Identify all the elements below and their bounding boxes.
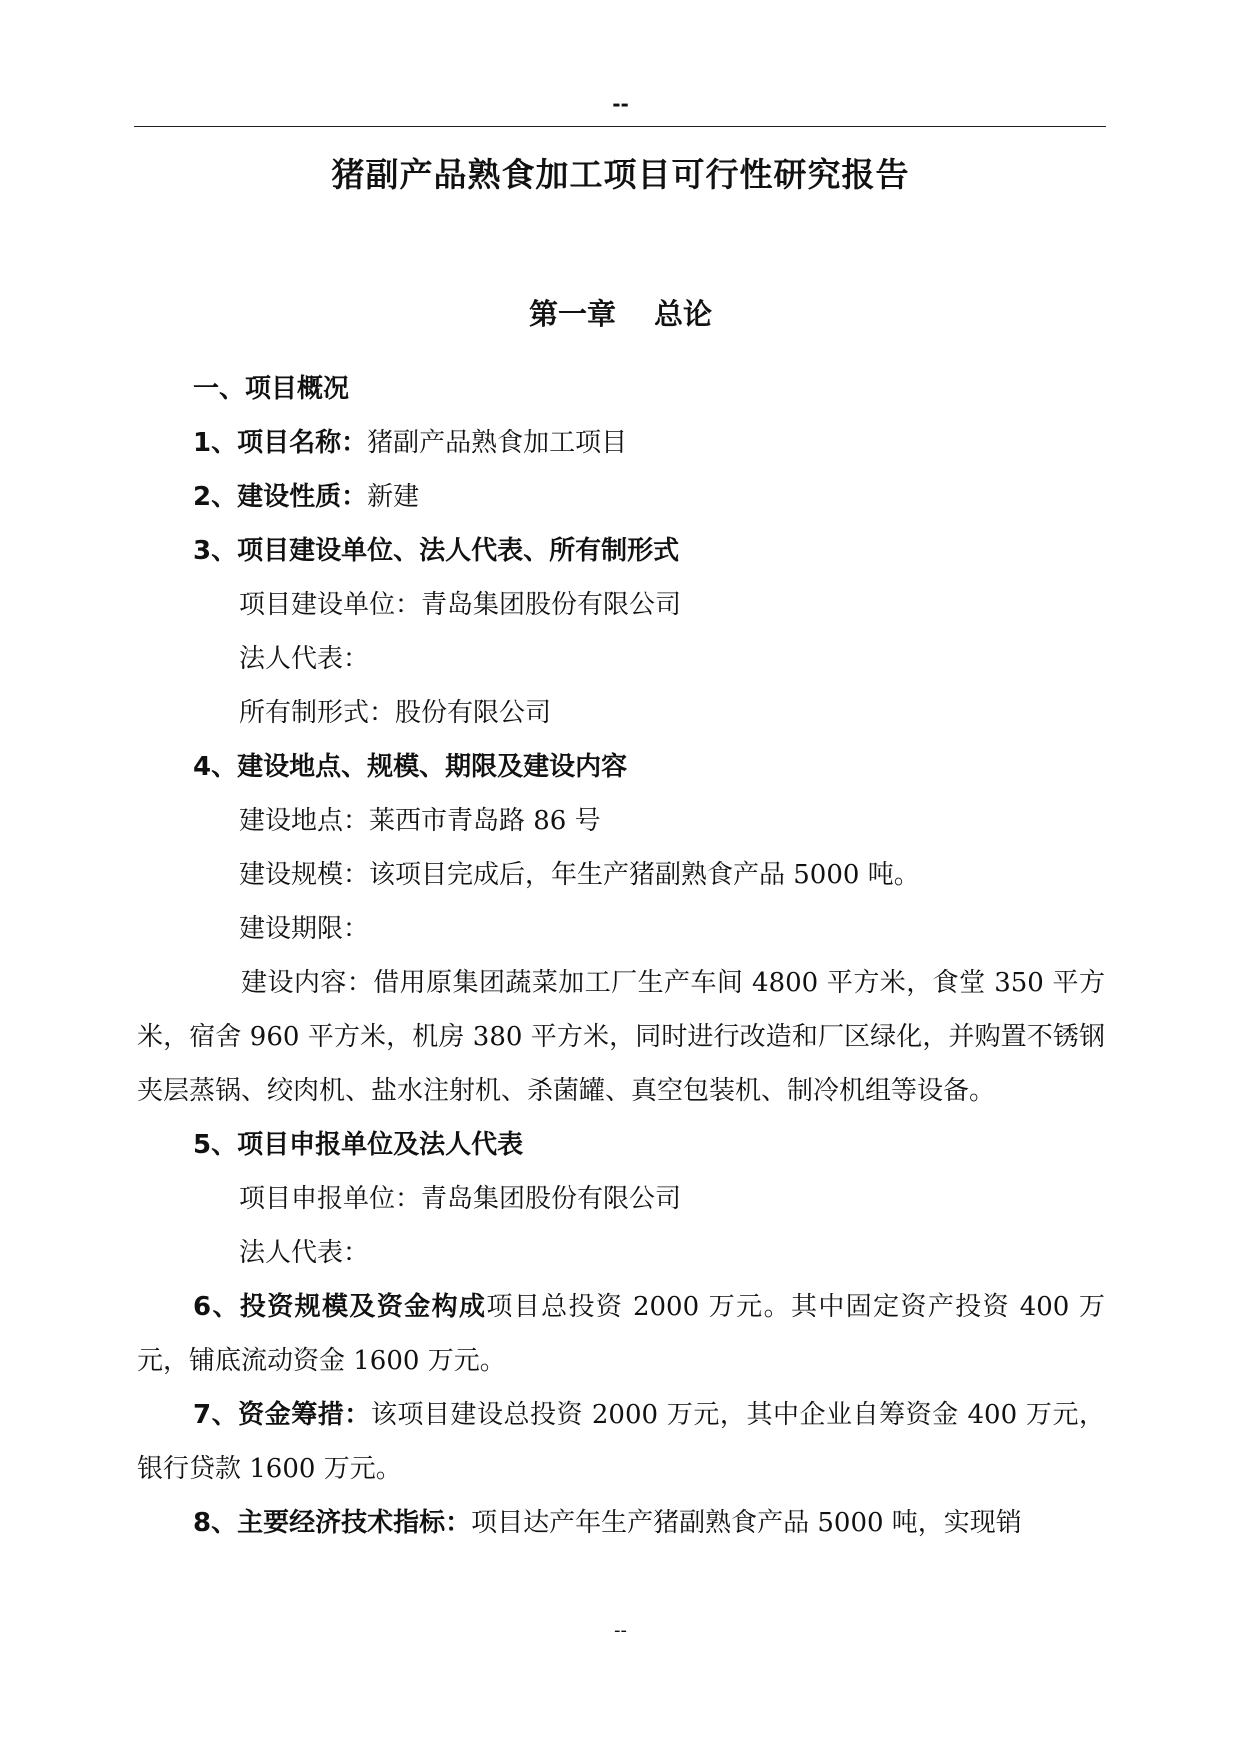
- period-line: 建设期限：: [239, 914, 370, 944]
- item-label: 7、资金筹措：: [193, 1400, 371, 1430]
- funding-paragraph: [137, 1388, 1105, 1496]
- item-unit-heading: 3、项目建设单位、法人代表、所有制形式: [193, 536, 680, 566]
- location-line: 建设地点：莱西市青岛路 86 号: [239, 806, 601, 836]
- indicators-paragraph: [137, 1496, 1105, 1550]
- scale-line: 建设规模：该项目完成后，年生产猪副熟食产品 5000 吨。: [239, 860, 920, 890]
- legal-rep-line: 法人代表：: [239, 644, 370, 674]
- item-label: 2、建设性质：: [193, 482, 368, 512]
- page-footer-mark: --: [614, 1620, 627, 1641]
- ownership-line: 所有制形式：股份有限公司: [239, 698, 552, 728]
- document-body: [137, 362, 1105, 1550]
- item-label: 8、主要经济技术指标：: [193, 1508, 472, 1538]
- section-heading-overview: 一、项目概况: [193, 374, 350, 404]
- item-value: 项目总投资 2000 万元。其中固定资产投资 400 万元，铺底流动资金 1600 万元。: [137, 1292, 1106, 1376]
- item-value: 该项目建设总投资 2000 万元，其中企业自筹资金 400 万元，银行贷款 1600 万元。: [137, 1400, 1105, 1484]
- item-label: 6、投资规模及资金构成: [193, 1292, 487, 1322]
- applicant-rep-line: 法人代表：: [239, 1238, 370, 1268]
- construction-unit-line: 项目建设单位：青岛集团股份有限公司: [239, 590, 682, 620]
- investment-paragraph: [137, 1280, 1105, 1388]
- item-project-name: [137, 416, 1105, 470]
- applicant-unit-line: 项目申报单位：青岛集团股份有限公司: [239, 1184, 682, 1214]
- chapter-name: 总论: [654, 297, 713, 331]
- chapter-heading: [0, 292, 1241, 336]
- item-location-heading: 4、建设地点、规模、期限及建设内容: [193, 752, 628, 782]
- item-applicant-heading: 5、项目申报单位及法人代表: [193, 1130, 524, 1160]
- document-title: 猪副产品熟食加工项目可行性研究报告: [331, 155, 910, 194]
- header-divider: [134, 126, 1106, 127]
- item-value: 猪副产品熟食加工项目: [367, 428, 628, 458]
- content-paragraph: 建设内容：借用原集团蔬菜加工厂生产车间 4800 平方米，食堂 350 平方米，宿舍 960 平方米，机房 380 平方米，同时进行改造和厂区绿化，并购置不锈钢夹层蒸锅、绞肉机、盐水注射机、杀菌罐、真空包装机、制冷机组等设备。: [137, 968, 1105, 1106]
- page-header-mark: --: [612, 92, 629, 116]
- item-value: 项目达产年生产猪副熟食产品 5000 吨，实现销: [471, 1508, 1022, 1538]
- item-label: 1、项目名称：: [193, 428, 368, 458]
- chapter-number: 第一章: [528, 297, 616, 331]
- item-value: 新建: [367, 482, 420, 512]
- item-construction-nature: [137, 470, 1105, 524]
